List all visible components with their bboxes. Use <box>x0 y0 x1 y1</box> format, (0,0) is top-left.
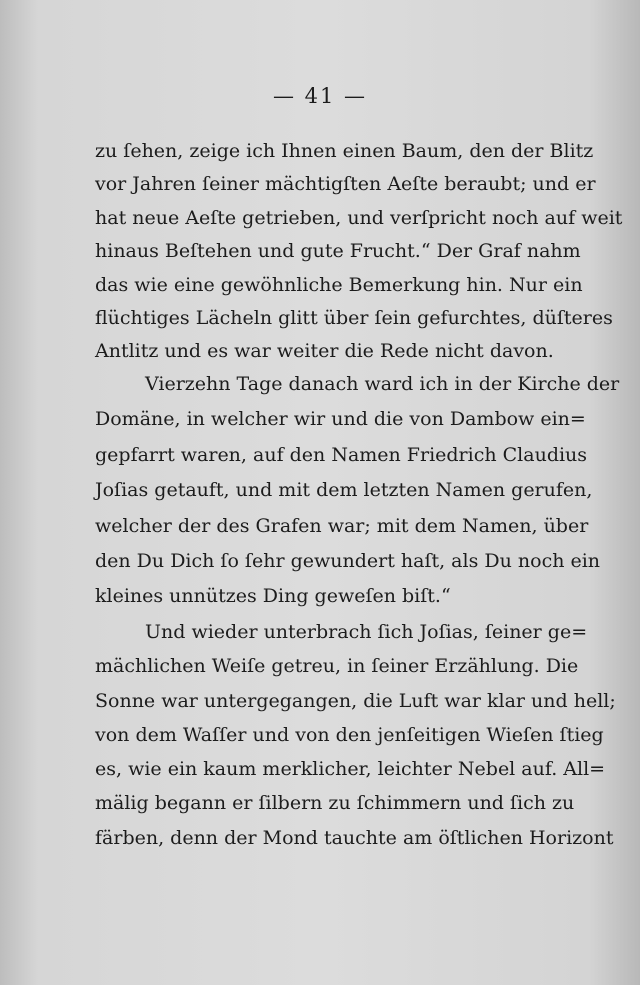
page-number: — 41 — <box>272 84 368 108</box>
paragraph <box>95 135 623 369</box>
text-line: Und wieder unterbrach ſich Joſias, ſeiner ge= <box>145 621 588 643</box>
paragraph <box>95 367 620 615</box>
text-line: Domäne, in welcher wir und die von Dambow ein= <box>95 408 586 431</box>
text-line: mächlichen Weiſe getreu, in ſeiner Erzählung. Die <box>95 655 579 678</box>
text-line: vor Jahren ſeiner mächtigſten Aeſte beraubt; und er <box>95 173 596 196</box>
text-line: zu ſehen, zeige ich Ihnen einen Baum, den der Blitz <box>95 140 594 162</box>
text-line: Sonne war untergegangen, die Luft war klar und hell; <box>95 689 616 712</box>
text-line: Vierzehn Tage danach ward ich in der Kirche der <box>145 373 620 395</box>
text-line: hat neue Aeſte getrieben, und verſpricht noch auf weit <box>95 206 623 229</box>
text-line: flüchtiges Lächeln glitt über ſein gefurchtes, düſteres <box>95 306 613 329</box>
text-line: gepfarrt waren, auf den Namen Friedrich Claudius <box>95 443 588 466</box>
text-line: Joſias getauft, und mit dem letzten Namen gerufen, <box>95 479 593 502</box>
text-line: kleines unnützes Ding geweſen biſt.“ <box>95 585 451 608</box>
text-line: es, wie ein kaum merklicher, leichter Nebel auf. All= <box>95 758 606 781</box>
text-line: das wie eine gewöhnliche Bemerkung hin. Nur ein <box>95 273 583 296</box>
text-line: den Du Dich ſo ſehr gewundert haſt, als Du noch ein <box>95 549 601 572</box>
text-line: färben, denn der Mond tauchte am öſtlichen Horizont <box>95 826 614 849</box>
text-line: von dem Waſſer und von den jenſeitigen Wieſen ſtieg <box>95 723 604 746</box>
text-line: welcher der des Grafen war; mit dem Namen, über <box>95 514 589 537</box>
text-line: hinaus Beſtehen und gute Frucht.“ Der Graf nahm <box>95 240 581 263</box>
paragraph <box>95 615 616 855</box>
text-line: mälig begann er ſilbern zu ſchimmern und ſich zu <box>95 792 575 815</box>
text-line: Antlitz und es war weiter die Rede nicht davon. <box>95 340 554 363</box>
